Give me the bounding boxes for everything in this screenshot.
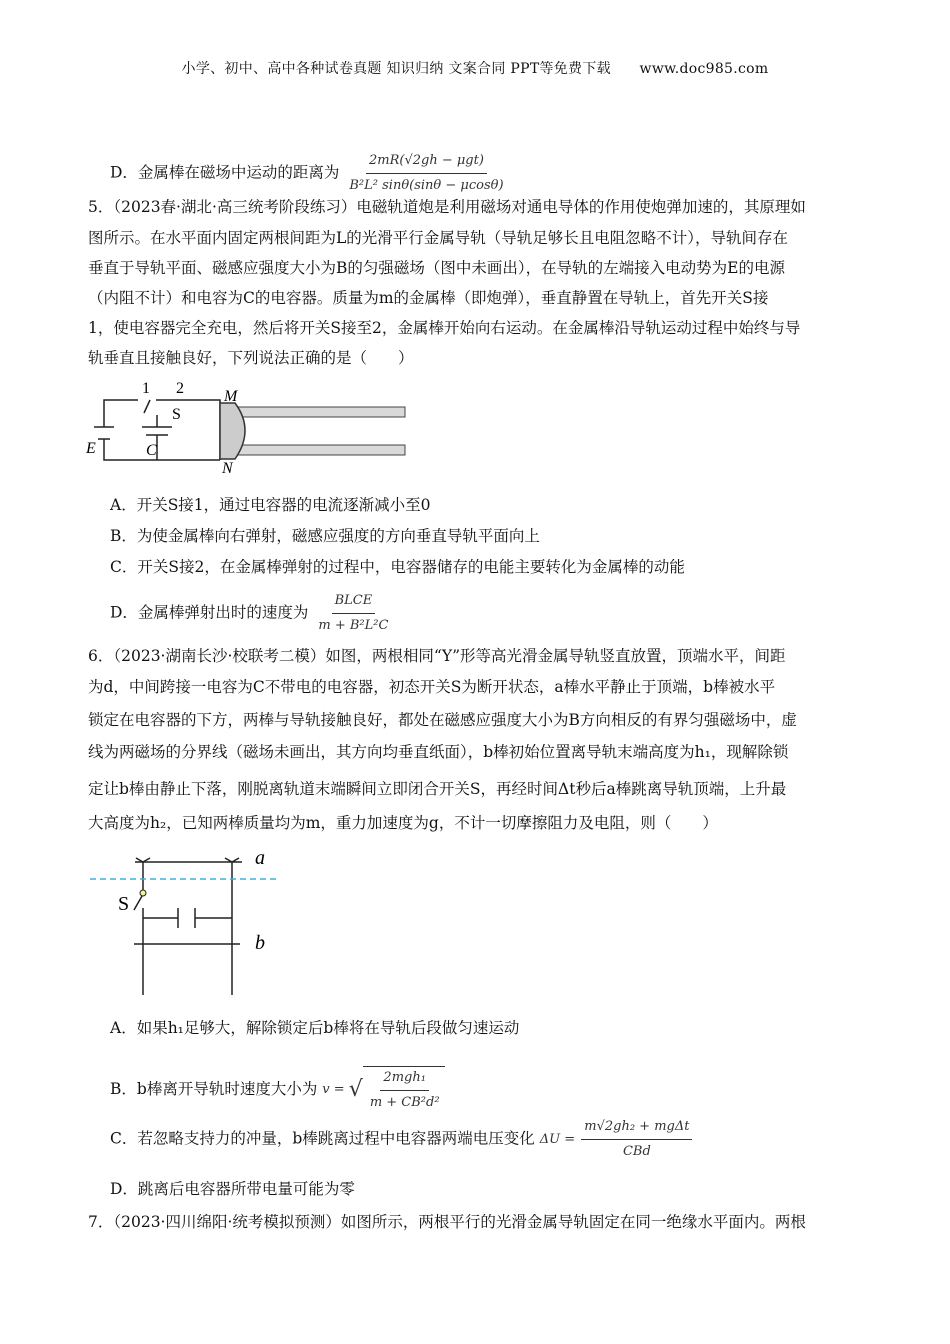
q5-option-d <box>110 590 391 637</box>
railgun-circuit-figure <box>80 375 420 475</box>
q5-line: （内阻不计）和电容为C的电容器。质量为m的金属棒（即炮弹），垂直静置在导轨上，首先开关S接 <box>88 289 769 307</box>
q5-line: 轨垂直且接触良好，下列说法正确的是（ ） <box>88 349 414 367</box>
formula: ΔU = $\frac{\text{m√2gh₂ + mgΔt}}{\text{CBd}}$ <box>540 1116 693 1163</box>
q6-option-b <box>110 1066 445 1114</box>
svg-text:1: 1 <box>142 380 150 397</box>
page-header: 小学、初中、高中各种试卷真题 知识归纳 文案合同 PPT等免费下载 www.doc985.com <box>181 61 769 77</box>
svg-text:S: S <box>118 893 130 915</box>
option-label: D．金属棒在磁场中运动的距离为 <box>110 163 340 182</box>
formula: $\frac{\text{2mR(√2gh − μgt)}}{\text{B²L² sinθ(sinθ − μcosθ)}}$ <box>346 150 506 197</box>
svg-text:E: E <box>86 440 96 457</box>
q5-line: 垂直于导轨平面、磁感应强度大小为B的匀强磁场（图中未画出），在导轨的左端接入电动势为E的电源 <box>88 259 785 277</box>
q6-option-d: D．跳离后电容器所带电量可能为零 <box>110 1180 355 1198</box>
q5-option-c: C．开关S接2，在金属棒弹射的过程中，电容器储存的电能主要转化为金属棒的动能 <box>110 558 685 576</box>
q6-line: 6．（2023·湖南长沙·校联考二模）如图，两根相同“Y”形等高光滑金属导轨竖直放置，顶端水平，间距 <box>88 647 786 665</box>
svg-text:S: S <box>172 406 181 423</box>
q5-line: 1，使电容器完全充电，然后将开关S接至2，金属棒开始向右运动。在金属棒沿导轨运动过程中始终与导 <box>88 319 801 337</box>
q6-line: 大高度为h₂，已知两棒质量均为m，重力加速度为g，不计一切摩擦阻力及电阻，则（ ） <box>88 814 718 832</box>
q6-line: 定让b棒由静止下落，刚脱离轨道末端瞬间立即闭合开关S，再经时间Δt秒后a棒跳离导轨顶端，上升最 <box>88 780 787 798</box>
svg-text:a: a <box>255 847 265 869</box>
q5-option-a: A．开关S接1，通过电容器的电流逐渐减小至0 <box>110 496 431 514</box>
q5-line: 图所示。在水平面内固定两根间距为L的光滑平行金属导轨（导轨足够长且电阻忽略不计），导轨间存在 <box>88 229 789 247</box>
q6-line: 为d，中间跨接一电容为C不带电的电容器，初态开关S为断开状态，a棒水平静止于顶端，b棒被水平 <box>88 678 776 696</box>
q6-option-a: A．如果h₁足够大，解除锁定后b棒将在导轨后段做匀速运动 <box>110 1019 520 1037</box>
q5-line: 5．（2023春·湖北·高三统考阶段练习）电磁轨道炮是利用磁场对通电导体的作用使炮弹加速的，其原理如 <box>88 198 806 216</box>
q6-line: 线为两磁场的分界线（磁场未画出，其方向均垂直纸面），b棒初始位置离导轨末端高度为h₁，现解除锁 <box>88 743 789 761</box>
question-7-line: 7．（2023·四川绵阳·统考模拟预测）如图所示，两根平行的光滑金属导轨固定在同一绝缘水平面内。两根 <box>88 1213 806 1231</box>
formula: v = √ $\frac{\text{2mgh₁}}{\text{m + CB²d²}}$ <box>322 1066 444 1114</box>
y-rail-circuit-figure <box>80 840 330 1010</box>
option-label: B．b棒离开导轨时速度大小为 <box>110 1080 318 1098</box>
prev-option-d <box>110 150 507 197</box>
option-label: D．金属棒弹射出时的速度为 <box>110 603 309 622</box>
formula: $\frac{\text{BLCE}}{\text{m + B²L²C}}$ <box>315 590 391 637</box>
q5-option-b: B．为使金属棒向右弹射，磁感应强度的方向垂直导轨平面向上 <box>110 527 540 545</box>
svg-text:C: C <box>146 442 157 459</box>
svg-text:M: M <box>224 388 238 405</box>
q6-line: 锁定在电容器的下方，两棒与导轨接触良好，都处在磁感应强度大小为B方向相反的有界匀强磁场中，虚 <box>88 711 797 729</box>
q6-option-c <box>110 1116 692 1163</box>
svg-text:b: b <box>255 932 265 954</box>
option-label: C．若忽略支持力的冲量，b棒跳离过程中电容器两端电压变化 <box>110 1129 535 1148</box>
svg-text:2: 2 <box>176 380 184 397</box>
svg-text:N: N <box>222 460 233 475</box>
